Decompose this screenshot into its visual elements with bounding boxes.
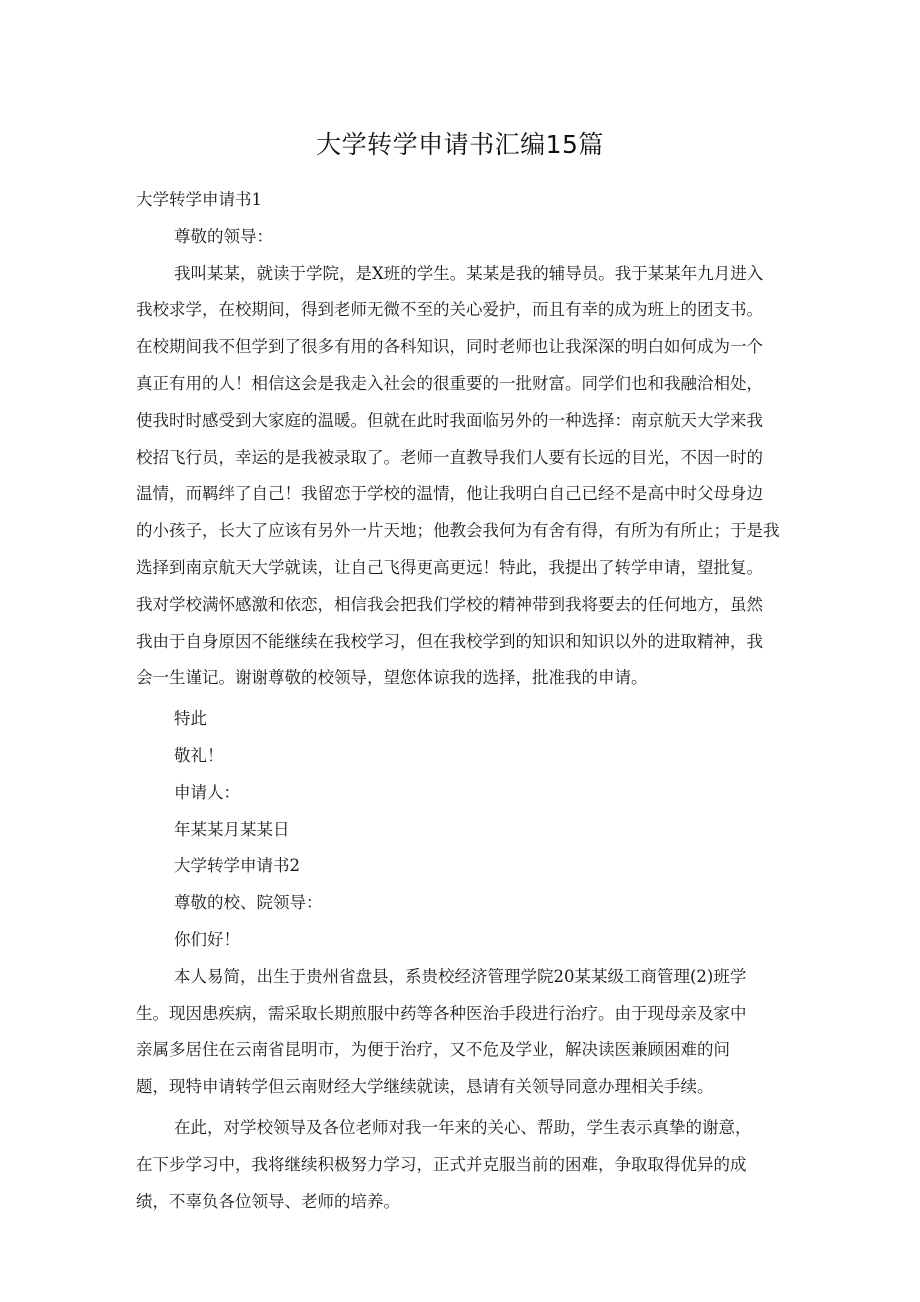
closing-line: 特此	[174, 709, 207, 729]
paragraph-line: 我对学校满怀感激和依恋，相信我会把我们学校的精神带到我将要去的任何地方，虽然	[136, 594, 763, 614]
paragraph-line: 题，现特申请转学但云南财经大学继续就读，恳请有关领导同意办理相关手续。	[136, 1077, 714, 1097]
paragraph-line: 亲属多居住在云南省昆明市，为便于治疗，又不危及学业，解决读医兼顾困难的问	[136, 1040, 730, 1060]
closing-line: 敬礼！	[174, 745, 224, 765]
paragraph-line: 我校求学，在校期间，得到老师无微不至的关心爱护，而且有幸的成为班上的团支书。	[136, 300, 763, 320]
greeting: 你们好！	[174, 929, 240, 949]
paragraph-line: 我由于自身原因不能继续在我校学习，但在我校学到的知识和知识以外的进取精神，我	[136, 631, 763, 651]
date-line: 年某某月某某日	[174, 819, 290, 839]
salutation: 尊敬的领导：	[174, 226, 273, 246]
paragraph-line: 生。现因患疾病，需采取长期煎服中药等各种医治手段进行治疗。由于现母亲及家中	[136, 1003, 747, 1023]
paragraph-line: 真正有用的人！相信这会是我走入社会的很重要的一批财富。同学们也和我融洽相处，	[136, 373, 763, 393]
section-heading: 大学转学申请书1	[136, 190, 262, 209]
paragraph-line: 校招飞行员，幸运的是我被录取了。老师一直教导我们人要有长远的目光，不因一时的	[136, 447, 763, 467]
paragraph-line: 在下步学习中，我将继续积极努力学习，正式并克服当前的困难，争取取得优异的成	[136, 1154, 747, 1174]
paragraph-line: 在此，对学校领导及各位老师对我一年来的关心、帮助，学生表示真挚的谢意，	[174, 1117, 752, 1137]
paragraph-line: 的小孩子，长大了应该有另外一片天地；他教会我何为有舍有得，有所为有所止；于是我	[136, 521, 780, 541]
paragraph-line: 温情，而羁绊了自己！我留恋于学校的温情，他让我明白自己已经不是高中时父母身边	[136, 484, 763, 504]
document-body	[136, 182, 798, 1220]
paragraph-line: 会一生谨记。谢谢尊敬的校领导，望您体谅我的选择，批准我的申请。	[136, 668, 648, 688]
paragraph-line: 绩，不辜负各位领导、老师的培养。	[136, 1191, 400, 1211]
salutation: 尊敬的校、院领导：	[174, 893, 323, 913]
paragraph-line: 在校期间我不但学到了很多有用的各科知识，同时老师也让我深深的明白如何成为一个	[136, 337, 763, 357]
paragraph-line: 本人易简，出生于贵州省盘县，系贵校经济管理学院20某某级工商管理(2)班学	[174, 966, 747, 986]
applicant-label: 申请人：	[174, 782, 240, 802]
paragraph-line: 选择到南京航天大学就读，让自己飞得更高更远！特此，我提出了转学申请，望批复。	[136, 557, 763, 577]
paragraph-line: 使我时时感受到大家庭的温暖。但就在此时我面临另外的一种选择：南京航天大学来我	[136, 410, 763, 430]
document-title: 大学转学申请书汇编15篇	[316, 130, 604, 159]
section-heading: 大学转学申请书2	[174, 856, 300, 876]
paragraph-line: 我叫某某，就读于学院，是X班的学生。某某是我的辅导员。我于某某年九月进入	[174, 263, 764, 283]
